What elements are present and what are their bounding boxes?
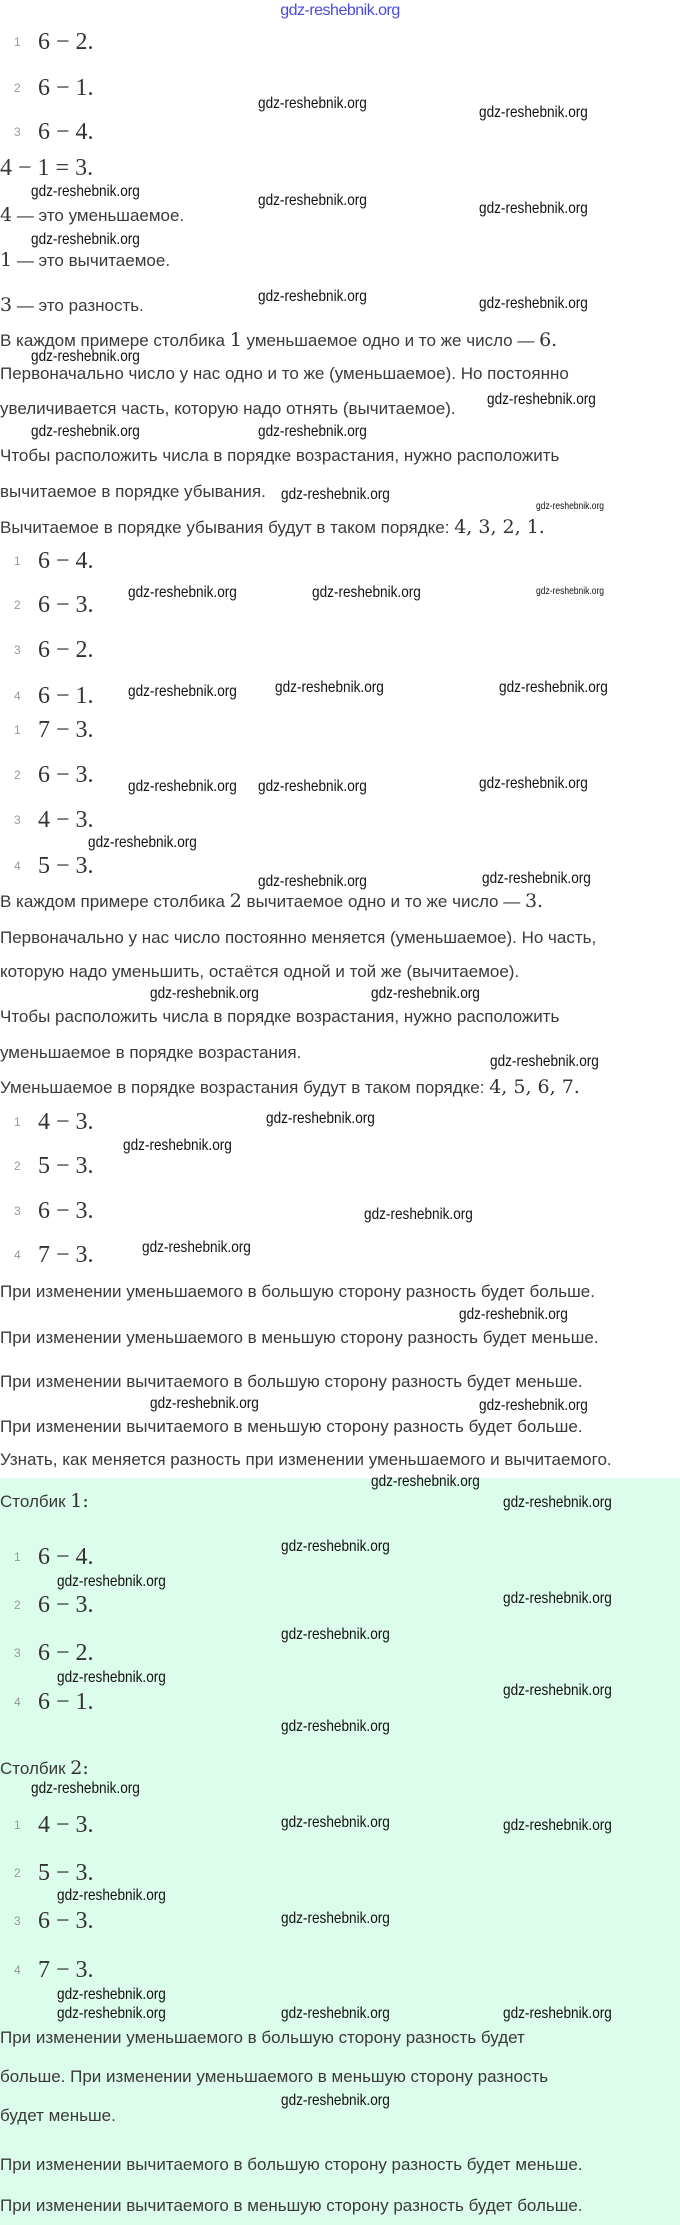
watermark: gdz-reshebnik.org xyxy=(31,348,140,365)
watermark: gdz-reshebnik.org xyxy=(490,1053,599,1070)
watermark: gdz-reshebnik.org xyxy=(536,501,605,512)
watermark: gdz-reshebnik.org xyxy=(275,679,384,696)
expression: 6 − 1. xyxy=(38,683,94,709)
watermark: gdz-reshebnik.org xyxy=(57,1669,166,1686)
watermark: gdz-reshebnik.org xyxy=(536,586,605,597)
watermark: gdz-reshebnik.org xyxy=(503,2005,612,2022)
watermark: gdz-reshebnik.org xyxy=(88,834,197,851)
num: 1 xyxy=(0,249,13,271)
item-number: 2 xyxy=(14,1866,21,1880)
expression: 6 − 4. xyxy=(38,119,94,145)
item-number: 3 xyxy=(14,643,21,657)
watermark: gdz-reshebnik.org xyxy=(479,200,588,217)
expression: 6 − 3. xyxy=(38,592,94,618)
answer-paragraph: При изменении вычитаемого в меньшую сторону разность будет больше. xyxy=(0,2196,583,2215)
goal: Узнать, как меняется разность при изменении уменьшаемого и вычитаемого. xyxy=(0,1450,612,1469)
watermark: gdz-reshebnik.org xyxy=(503,1817,612,1834)
watermark: gdz-reshebnik.org xyxy=(503,1494,612,1511)
watermark: gdz-reshebnik.org xyxy=(482,870,591,887)
text: уменьшаемое одно и то же число — xyxy=(241,331,540,350)
watermark: gdz-reshebnik.org xyxy=(128,778,237,795)
watermark: gdz-reshebnik.org xyxy=(364,1206,473,1223)
paragraph xyxy=(0,515,545,540)
watermark: gdz-reshebnik.org xyxy=(57,2005,166,2022)
list-item xyxy=(14,1242,94,1268)
values: 4, 3, 2, 1. xyxy=(454,516,545,538)
watermark: gdz-reshebnik.org xyxy=(503,1682,612,1699)
expression: 6 − 3. xyxy=(38,1908,94,1934)
item-number: 4 xyxy=(14,1248,21,1262)
watermark: gdz-reshebnik.org xyxy=(479,1397,588,1414)
watermark: gdz-reshebnik.org xyxy=(281,1910,390,1927)
expression: 5 − 3. xyxy=(38,1153,94,1179)
expression: 7 − 3. xyxy=(38,1957,94,1983)
expression: 6 − 3. xyxy=(38,1592,94,1618)
item-number: 2 xyxy=(14,598,21,612)
watermark: gdz-reshebnik.org xyxy=(312,584,421,601)
watermark: gdz-reshebnik.org xyxy=(258,778,367,795)
paragraph: При изменении уменьшаемого в большую сторону разность будет больше. xyxy=(0,1282,595,1301)
watermark: gdz-reshebnik.org xyxy=(57,1887,166,1904)
watermark: gdz-reshebnik.org xyxy=(479,775,588,792)
watermark: gdz-reshebnik.org xyxy=(142,1239,251,1256)
paragraph: Первоначально у нас число постоянно меняется (уменьшаемое). Но часть, xyxy=(0,928,597,947)
list-item xyxy=(14,1544,94,1570)
watermark: gdz-reshebnik.org xyxy=(31,231,140,248)
text: Вычитаемое в порядке убывания будут в таком порядке: xyxy=(0,518,455,537)
watermark: gdz-reshebnik.org xyxy=(281,2005,390,2022)
text: В каждом примере столбика xyxy=(0,892,230,911)
site-watermark-logo[interactable]: gdz-reshebnik.org xyxy=(280,2,400,19)
item-number: 4 xyxy=(14,689,21,703)
expression: 6 − 1. xyxy=(38,75,94,101)
text: — это вычитаемое. xyxy=(12,251,171,270)
item-number: 3 xyxy=(14,125,21,139)
text: В каждом примере столбика xyxy=(0,331,230,350)
list-item xyxy=(14,1198,94,1224)
text: вычитаемое одно и то же число — xyxy=(241,892,525,911)
list-item xyxy=(14,592,94,618)
watermark: gdz-reshebnik.org xyxy=(459,1306,568,1323)
item-number: 3 xyxy=(14,1204,21,1218)
list-item xyxy=(14,1592,94,1618)
expression: 4 − 3. xyxy=(38,1812,94,1838)
item-number: 1 xyxy=(14,1115,21,1129)
watermark: gdz-reshebnik.org xyxy=(150,985,259,1002)
paragraph: вычитаемое в порядке убывания. xyxy=(0,482,266,501)
answer-paragraph: При изменении уменьшаемого в большую сторону разность будет xyxy=(0,2028,525,2047)
list-item xyxy=(14,29,94,55)
text: Столбик xyxy=(0,1759,71,1778)
watermark: gdz-reshebnik.org xyxy=(281,2092,390,2109)
watermark: gdz-reshebnik.org xyxy=(371,985,480,1002)
num: 3. xyxy=(524,890,544,912)
expression: 5 − 3. xyxy=(38,1860,94,1886)
paragraph: Чтобы расположить числа в порядке возрастания, нужно расположить xyxy=(0,1007,560,1026)
item-number: 1 xyxy=(14,554,21,568)
text: — это разность. xyxy=(12,296,144,315)
expression: 6 − 4. xyxy=(38,1544,94,1570)
list-item xyxy=(14,637,94,663)
item-number: 2 xyxy=(14,1159,21,1173)
paragraph: При изменении вычитаемого в меньшую сторону разность будет больше. xyxy=(0,1417,583,1436)
watermark: gdz-reshebnik.org xyxy=(266,1110,375,1127)
list-item xyxy=(14,1908,94,1934)
num: 6. xyxy=(539,329,558,351)
num: 1 xyxy=(229,329,242,351)
expression: 6 − 2. xyxy=(38,637,94,663)
expression: 6 − 3. xyxy=(38,1198,94,1224)
list-item xyxy=(14,807,94,833)
watermark: gdz-reshebnik.org xyxy=(281,1626,390,1643)
watermark: gdz-reshebnik.org xyxy=(123,1137,232,1154)
answer-col2-label xyxy=(0,1756,89,1781)
item-number: 2 xyxy=(14,1598,21,1612)
values: 4, 5, 6, 7. xyxy=(489,1076,580,1098)
watermark: gdz-reshebnik.org xyxy=(150,1395,259,1412)
paragraph: уменьшаемое в порядке возрастания. xyxy=(0,1043,302,1062)
watermark: gdz-reshebnik.org xyxy=(31,423,140,440)
watermark: gdz-reshebnik.org xyxy=(57,1573,166,1590)
watermark: gdz-reshebnik.org xyxy=(281,486,390,503)
watermark: gdz-reshebnik.org xyxy=(281,1718,390,1735)
minuend-line xyxy=(0,203,184,228)
expression: 6 − 1. xyxy=(38,1689,94,1715)
list-item xyxy=(14,1860,94,1886)
watermark: gdz-reshebnik.org xyxy=(57,1986,166,2003)
col2-statement xyxy=(0,889,543,914)
watermark: gdz-reshebnik.org xyxy=(258,423,367,440)
watermark: gdz-reshebnik.org xyxy=(31,183,140,200)
watermark: gdz-reshebnik.org xyxy=(487,391,596,408)
text: Столбик xyxy=(0,1492,71,1511)
expression: 7 − 3. xyxy=(38,1242,94,1268)
item-number: 1 xyxy=(14,1550,21,1564)
watermark: gdz-reshebnik.org xyxy=(128,683,237,700)
item-number: 4 xyxy=(14,1963,21,1977)
paragraph xyxy=(0,1075,580,1100)
list-item xyxy=(14,683,94,709)
watermark: gdz-reshebnik.org xyxy=(499,679,608,696)
num: 2: xyxy=(70,1757,89,1779)
item-number: 4 xyxy=(14,859,21,873)
list-item xyxy=(14,1109,94,1135)
paragraph: которую надо уменьшить, остаётся одной и той же (вычитаемое). xyxy=(0,962,520,981)
watermark: gdz-reshebnik.org xyxy=(258,95,367,112)
num: 2 xyxy=(229,890,242,912)
paragraph: Первоначально число у нас одно и то же (уменьшаемое). Но постоянно xyxy=(0,364,569,383)
expression: 6 − 2. xyxy=(38,29,94,55)
item-number: 4 xyxy=(14,1695,21,1709)
list-item xyxy=(14,119,94,145)
paragraph: Чтобы расположить числа в порядке возрастания, нужно расположить xyxy=(0,446,560,465)
paragraph: При изменении вычитаемого в большую сторону разность будет меньше. xyxy=(0,1372,583,1391)
watermark: gdz-reshebnik.org xyxy=(503,1590,612,1607)
list-item xyxy=(14,762,94,788)
answer-col1-label xyxy=(0,1489,89,1514)
expression: 4 − 3. xyxy=(38,807,94,833)
item-number: 2 xyxy=(14,81,21,95)
watermark: gdz-reshebnik.org xyxy=(479,295,588,312)
item-number: 1 xyxy=(14,35,21,49)
num: 4 xyxy=(0,204,13,226)
item-number: 2 xyxy=(14,768,21,782)
answer-paragraph: будет меньше. xyxy=(0,2106,116,2125)
expression: 4 − 3. xyxy=(38,1109,94,1135)
list-item xyxy=(14,1812,94,1838)
item-number: 3 xyxy=(14,813,21,827)
watermark: gdz-reshebnik.org xyxy=(258,288,367,305)
item-number: 3 xyxy=(14,1646,21,1660)
item-number: 1 xyxy=(14,723,21,737)
watermark: gdz-reshebnik.org xyxy=(281,1814,390,1831)
watermark: gdz-reshebnik.org xyxy=(479,104,588,121)
list-item xyxy=(14,853,94,879)
item-number: 3 xyxy=(14,1914,21,1928)
answer-paragraph: При изменении вычитаемого в большую сторону разность будет меньше. xyxy=(0,2155,583,2174)
expression: 5 − 3. xyxy=(38,853,94,879)
subtrahend-line xyxy=(0,248,170,273)
watermark: gdz-reshebnik.org xyxy=(281,1538,390,1555)
list-item xyxy=(14,1640,94,1666)
expression: 6 − 4. xyxy=(38,548,94,574)
list-item xyxy=(14,75,94,101)
equation: 4 − 1 = 3. xyxy=(0,155,94,181)
watermark: gdz-reshebnik.org xyxy=(128,584,237,601)
text: Уменьшаемое в порядке возрастания будут в таком порядке: xyxy=(0,1078,490,1097)
paragraph: увеличивается часть, которую надо отнять (вычитаемое). xyxy=(0,399,456,418)
list-item xyxy=(14,1957,94,1983)
list-item xyxy=(14,1153,94,1179)
answer-paragraph: больше. При изменении уменьшаемого в меньшую сторону разность xyxy=(0,2067,549,2086)
text: — это уменьшаемое. xyxy=(12,206,185,225)
item-number: 1 xyxy=(14,1818,21,1832)
difference-line xyxy=(0,293,144,318)
expression: 6 − 3. xyxy=(38,762,94,788)
num: 3 xyxy=(0,294,13,316)
paragraph: При изменении уменьшаемого в меньшую сторону разность будет меньше. xyxy=(0,1328,599,1347)
watermark: gdz-reshebnik.org xyxy=(258,192,367,209)
watermark: gdz-reshebnik.org xyxy=(258,873,367,890)
num: 1: xyxy=(70,1490,89,1512)
expression: 6 − 2. xyxy=(38,1640,94,1666)
list-item xyxy=(14,717,94,743)
watermark: gdz-reshebnik.org xyxy=(31,1780,140,1797)
expression: 7 − 3. xyxy=(38,717,94,743)
list-item xyxy=(14,1689,94,1715)
watermark: gdz-reshebnik.org xyxy=(371,1473,480,1490)
list-item xyxy=(14,548,94,574)
